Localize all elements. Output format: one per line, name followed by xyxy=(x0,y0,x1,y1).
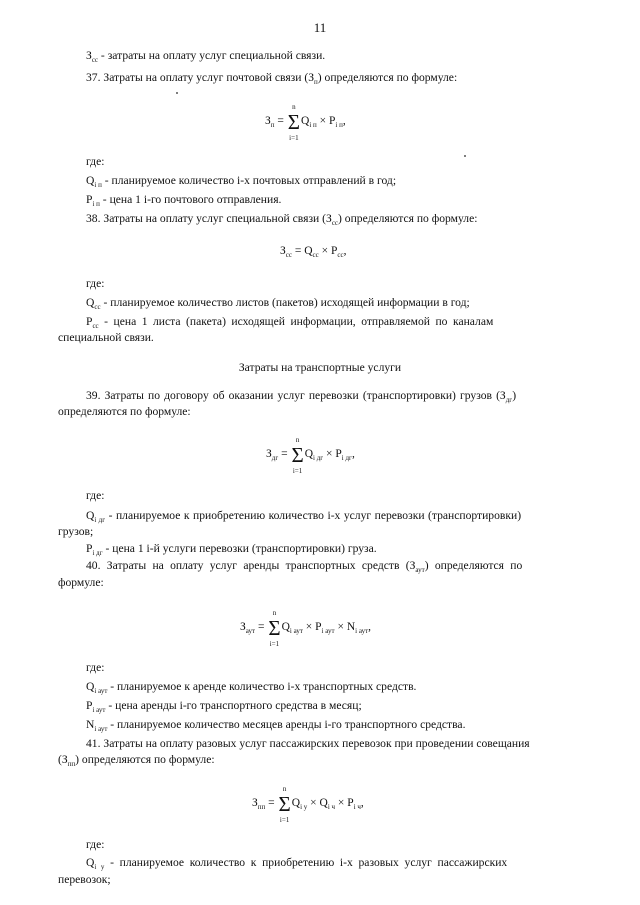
equals-sign: = xyxy=(277,115,284,127)
section-heading: Затраты на транспортные услуги xyxy=(238,361,402,374)
term: Q xyxy=(281,621,290,633)
text: - цена аренды i-го транспортного средства в месяц; xyxy=(105,699,362,712)
formula-cargo xyxy=(266,436,355,475)
subscript: аут xyxy=(245,627,256,635)
definition-q-cc xyxy=(86,295,470,315)
sum-sign xyxy=(291,436,304,475)
sum-upper: n xyxy=(272,609,277,617)
subscript: i аут xyxy=(94,687,108,695)
subscript: п xyxy=(270,121,275,129)
speck xyxy=(176,92,178,94)
sigma-glyph: Σ xyxy=(291,443,304,467)
paragraph-39-cont: определяются по формуле: xyxy=(58,405,191,418)
subscript: i аут xyxy=(321,627,335,635)
equals-sign: = xyxy=(294,245,302,257)
equals-sign: = xyxy=(268,797,275,809)
text: - планируемое количество i-х почтовых отправлений в год; xyxy=(101,174,397,187)
page-number: 11 xyxy=(313,20,327,35)
sum-lower: i=1 xyxy=(269,640,280,648)
sum-lower: i=1 xyxy=(289,134,299,142)
comma: , xyxy=(360,797,364,809)
definition-q-dg-cont: грузов; xyxy=(58,525,94,538)
times-sign: × xyxy=(326,448,333,460)
sum-upper: n xyxy=(295,436,300,444)
sum-sign xyxy=(278,785,291,824)
subscript: i п xyxy=(309,121,317,129)
subscript: i аут xyxy=(92,706,106,714)
comma: , xyxy=(343,245,347,257)
text: - планируемое к приобретению количество i-х услуг перевозки (транспортировки) xyxy=(105,509,522,522)
formula-lhs: З xyxy=(240,621,246,633)
sigma-glyph: Σ xyxy=(278,792,291,816)
speck xyxy=(464,155,466,157)
text: 37. Затраты на оплату услуг почтовой связи (З xyxy=(86,71,315,84)
subscript: сс xyxy=(331,219,339,227)
times-sign: × xyxy=(305,621,313,633)
times-sign: × xyxy=(319,115,327,127)
sum-lower: i=1 xyxy=(279,816,290,824)
text: 40. Затраты на оплату услуг аренды транспортных средств (З xyxy=(86,559,416,572)
times-sign: × xyxy=(310,797,317,809)
paragraph-41: 41. Затраты на оплату разовых услуг пассажирских перевозок при проведении совещания xyxy=(86,737,530,750)
paragraph-40-cont: формуле: xyxy=(58,576,104,589)
sigma-glyph: Σ xyxy=(287,110,300,134)
sum-sign xyxy=(268,609,281,648)
definition-text: - затраты на оплату услуг специальной связи. xyxy=(98,49,326,62)
text: ) определяются по формуле: xyxy=(317,71,458,84)
formula-lhs: З xyxy=(266,448,272,460)
term: P xyxy=(329,115,336,127)
symbol: N xyxy=(86,718,95,731)
subscript: аут xyxy=(415,566,425,574)
equals-sign: = xyxy=(281,448,288,460)
definition-n-aut xyxy=(86,717,465,737)
term: Q xyxy=(319,797,328,809)
subscript: пп xyxy=(67,760,76,768)
definition-q-dg xyxy=(86,508,521,528)
term: P xyxy=(331,245,338,257)
term: P xyxy=(315,621,322,633)
paragraph-40 xyxy=(86,558,522,578)
subscript: i у xyxy=(94,863,105,871)
symbol: Q xyxy=(86,296,95,309)
text: 39. Затраты по договору об оказании услуг перевозки (транспортировки) грузов (З xyxy=(86,389,506,402)
definition-q-aut xyxy=(86,679,416,699)
symbol: Q xyxy=(86,856,95,869)
subscript: дг xyxy=(271,454,279,462)
subscript: i п xyxy=(94,181,102,189)
subscript: дг xyxy=(505,396,513,404)
formula-special xyxy=(280,245,347,259)
symbol: P xyxy=(86,315,93,328)
subscript: пп xyxy=(257,803,266,811)
where-label: где: xyxy=(86,489,105,502)
text: ) определяются по xyxy=(424,559,523,572)
formula-rental xyxy=(240,609,372,648)
text: - цена 1 листа (пакета) исходящей информации, отправляемой по каналам xyxy=(98,315,494,328)
equals-sign: = xyxy=(257,621,265,633)
times-sign: × xyxy=(337,621,344,633)
symbol: P xyxy=(86,193,93,206)
subscript: сс xyxy=(94,303,101,311)
subscript: i аут xyxy=(289,627,303,635)
sum-sign xyxy=(287,103,300,142)
text: (З xyxy=(58,753,68,766)
text-line-1 xyxy=(86,48,325,68)
sum-upper: n xyxy=(292,103,296,111)
subscript: сс xyxy=(92,322,99,330)
formula-lhs: З xyxy=(265,115,271,127)
subscript: i дг xyxy=(92,549,103,557)
subscript: сс xyxy=(337,251,344,259)
comma: , xyxy=(368,621,372,633)
subscript: сс xyxy=(285,251,292,259)
paragraph-38 xyxy=(86,211,477,231)
subscript: i ч xyxy=(327,803,336,811)
where-label: где: xyxy=(86,661,105,674)
sum-upper: n xyxy=(282,785,287,793)
subscript: i аут xyxy=(94,725,108,733)
subscript: сс xyxy=(91,56,99,64)
text: - планируемое количество листов (пакетов) исходящей информации в год; xyxy=(100,296,470,309)
term: Q xyxy=(304,245,313,257)
definition-p-in xyxy=(86,192,281,212)
term: P xyxy=(347,797,354,809)
text: - цена 1 i-го почтового отправления. xyxy=(99,193,282,206)
symbol: Q xyxy=(86,509,95,522)
term: N xyxy=(346,621,356,633)
where-label: где: xyxy=(86,277,105,290)
term: P xyxy=(335,448,342,460)
definition-p-cc-cont: специальной связи. xyxy=(58,331,154,344)
sum-lower: i=1 xyxy=(292,467,303,475)
text: ) xyxy=(512,389,517,402)
symbol: Q xyxy=(86,174,95,187)
subscript: i п xyxy=(92,200,100,208)
subscript: i аут xyxy=(355,627,369,635)
definition-q-iu xyxy=(86,855,507,875)
text: - планируемое к аренде количество i-х транспортных средств. xyxy=(107,680,417,693)
subscript: i дг xyxy=(94,516,106,524)
comma: , xyxy=(351,448,355,460)
subscript: i дг xyxy=(313,454,324,462)
subscript: i п xyxy=(335,121,343,129)
times-sign: × xyxy=(321,245,329,257)
subscript: i ч xyxy=(353,803,361,811)
formula-postal xyxy=(265,103,346,142)
term: Q xyxy=(291,797,301,809)
subscript: i дг xyxy=(341,454,352,462)
where-label: где: xyxy=(86,838,105,851)
comma: , xyxy=(342,115,346,127)
term: Q xyxy=(301,115,310,127)
formula-passenger xyxy=(252,785,364,824)
paragraph-37 xyxy=(86,70,457,90)
definition-q-in xyxy=(86,173,396,193)
times-sign: × xyxy=(337,797,345,809)
symbol: P xyxy=(86,699,93,712)
term: Q xyxy=(304,448,313,460)
symbol: Q xyxy=(86,680,95,693)
formula-lhs: З xyxy=(280,245,286,257)
paragraph-41-cont xyxy=(58,752,215,772)
subscript: п xyxy=(314,78,318,86)
definition-q-iu-cont: перевозок; xyxy=(58,873,111,886)
text: - планируемое количество месяцев аренды i-го транспортного средства. xyxy=(107,718,466,731)
where-label: где: xyxy=(86,155,105,168)
symbol-z: З xyxy=(86,49,92,62)
text: - планируемое количество к приобретению i-х разовых услуг пассажирских xyxy=(104,856,508,869)
subscript: i у xyxy=(300,803,308,811)
formula-lhs: З xyxy=(252,797,258,809)
text: - цена 1 i-й услуги перевозки (транспортировки) груза. xyxy=(102,542,377,555)
symbol: P xyxy=(86,542,93,555)
text: ) определяются по формуле: xyxy=(338,212,478,225)
sigma-glyph: Σ xyxy=(268,616,281,640)
text: ) определяются по формуле: xyxy=(75,753,215,766)
definition-p-aut xyxy=(86,698,362,718)
text: 38. Затраты на оплату услуг специальной связи (З xyxy=(86,212,332,225)
subscript: сс xyxy=(312,251,319,259)
